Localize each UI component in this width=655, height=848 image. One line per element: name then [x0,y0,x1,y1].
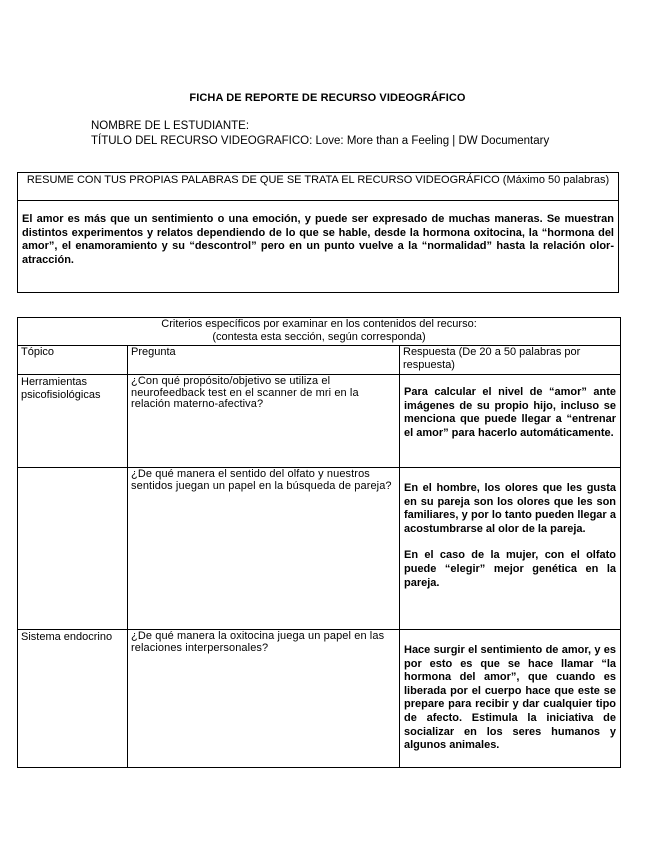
criteria-header-row [18,318,621,346]
resource-title-line: TÍTULO DEL RECURSO VIDEOGRAFICO: Love: More than a Feeling | DW Documentary [91,135,550,147]
summary-header: RESUME CON TUS PROPIAS PALABRAS DE QUE SE TRATA EL RECURSO VIDEOGRÁFICO (Máximo 50 palabras) [18,173,618,201]
question-cell: ¿Con qué propósito/objetivo se utiliza el neurofeedback test en el scanner de mri en la relación materno-afectiva? [128,375,400,468]
answer-cell [400,630,621,768]
criteria-table [17,317,621,768]
answer-paragraph: En el hombre, los olores que les gusta en su pareja son los olores que les son familiares, y por lo tanto pueden llegar a acostumbrarse al olor de la pareja. [404,482,617,535]
column-header-topic: Tópico [18,346,128,375]
answer-paragraph: Hace surgir el sentimiento de amor, y es por esto es que se hace llamar “la hormona del amor”, que cuando es liberada por el cuerpo hace que este se prepare para recibir y dar cualquier tipo de afecto. Estimula la iniciativa de socializar en los seres humanos y algunos animales. [404,644,617,752]
column-header-row [18,346,621,375]
topic-cell: Herramientas psicofisiológicas [18,375,128,468]
table-row [18,375,621,468]
question-cell: ¿De qué manera la oxitocina juega un papel en las relaciones interpersonales? [128,630,400,768]
question-cell: ¿De qué manera el sentido del olfato y nuestros sentidos juegan un papel en la búsqueda de pareja? [128,468,400,630]
topic-cell [18,468,128,630]
answer-paragraph: Para calcular el nivel de “amor” ante imágenes de su propio hijo, incluso se menciona que puede llegar a “entrenar el amor” para hacerlo automáticamente. [404,386,617,439]
summary-box [17,172,619,293]
criteria-header [18,318,621,346]
student-name-line: NOMBRE DE L ESTUDIANTE: [91,120,250,132]
answer-paragraph: En el caso de la mujer, con el olfato puede “elegir” mejor genética en la pareja. [404,549,617,589]
answer-cell [400,375,621,468]
table-row [18,468,621,630]
document-title: FICHA DE REPORTE DE RECURSO VIDEOGRÁFICO [189,92,466,104]
criteria-header-line1: Criterios específicos por examinar en los contenidos del recurso: [161,318,477,330]
column-header-question: Pregunta [128,346,400,375]
summary-text: El amor es más que un sentimiento o una emoción, y puede ser expresado de muchas maneras. Se muestran distintos experimentos y relatos dependiendo de lo que se hable, desde la hormona oxitocina, la “hormona del amor”, el enamoramiento y su “descontrol” pero en un punto vuelve a la “normalidad” hasta la relación olor-atracción. [22,213,614,266]
criteria-header-line2: (contesta esta sección, según corresponda) [212,331,426,343]
topic-cell: Sistema endocrino [18,630,128,768]
answer-cell [400,468,621,630]
column-header-answer: Respuesta (De 20 a 50 palabras por respuesta) [400,346,621,375]
table-row [18,630,621,768]
